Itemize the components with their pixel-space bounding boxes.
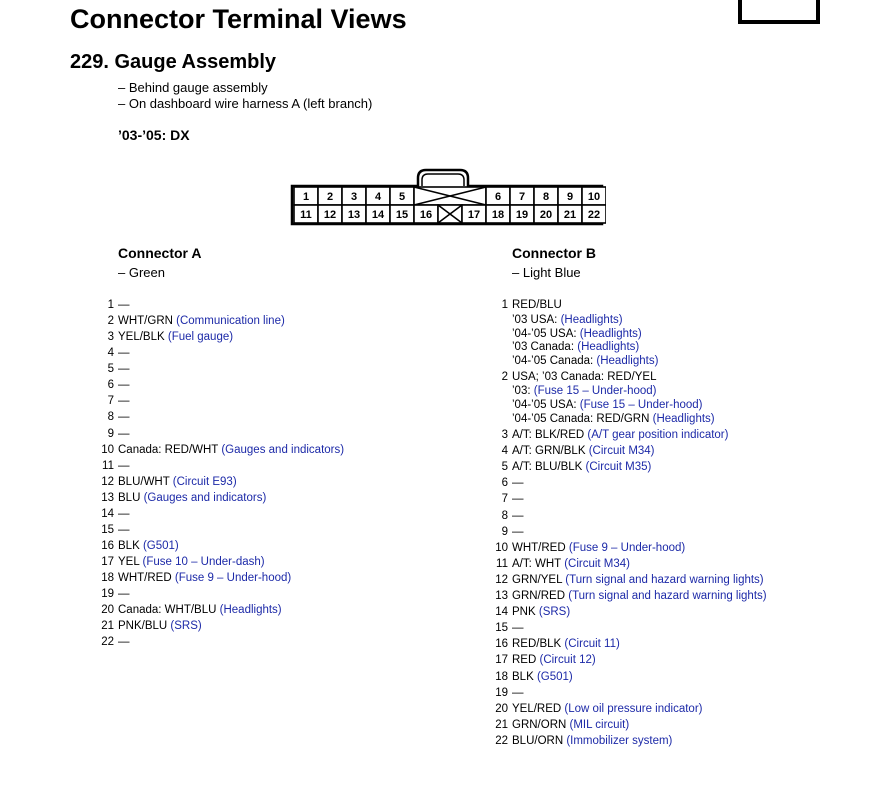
- pin-description: [118, 474, 237, 490]
- circuit-reference: (A/T gear position indicator): [587, 429, 729, 441]
- pin-number: 12: [323, 209, 337, 221]
- wire-color: —: [512, 525, 524, 538]
- pin-number: 20: [495, 702, 508, 715]
- wire-color: —: [118, 379, 130, 392]
- circuit-reference: (G501): [536, 670, 573, 683]
- connector-b-color: – Light Blue: [512, 265, 581, 280]
- circuit-reference: (Headlights): [579, 327, 642, 340]
- pin-sub-entry: [512, 313, 623, 327]
- pin-description: [118, 522, 130, 538]
- pin-number: 4: [374, 191, 382, 203]
- pin-description: [512, 475, 524, 491]
- pin-number: 14: [101, 507, 114, 520]
- circuit-reference: (Circuit M35): [585, 461, 652, 474]
- pin-description: [118, 602, 282, 618]
- pin-description: [512, 508, 524, 524]
- pin-number: 3: [350, 191, 358, 203]
- pin-number: 9: [107, 427, 114, 440]
- pin-row-top: [294, 187, 606, 205]
- page-title: Connector Terminal Views: [70, 4, 407, 34]
- pin-number: 21: [101, 620, 114, 633]
- wire-color: —: [512, 509, 524, 522]
- pin-description: [118, 554, 265, 570]
- pin-description: [118, 393, 130, 409]
- pin-description: [118, 490, 266, 506]
- pin-sub-entry: [512, 327, 642, 341]
- pin-description: [512, 701, 702, 717]
- pin-description: [512, 717, 629, 733]
- wire-color: BLK: [118, 540, 140, 553]
- pin-description: [512, 620, 524, 636]
- sub-condition: ’04-’05 Canada:: [512, 355, 594, 368]
- pin-sub-entry: [512, 340, 639, 354]
- pin-description: [118, 506, 130, 522]
- circuit-reference: (Headlights): [596, 355, 659, 368]
- pin-description: [512, 369, 656, 385]
- pin-description: [512, 572, 764, 588]
- circuit-reference: (Circuit 12): [539, 654, 596, 667]
- pin-number: 6: [501, 477, 508, 490]
- pin-number: 16: [419, 209, 433, 221]
- pin-number: 6: [107, 379, 114, 392]
- wire-color: USA; ’03 Canada: RED/YEL: [512, 371, 657, 383]
- pin-description: [118, 409, 130, 425]
- pin-description: [512, 556, 630, 572]
- wire-color: —: [118, 588, 130, 601]
- pin-number: 11: [496, 557, 508, 570]
- pin-description: [512, 427, 728, 443]
- wire-color: WHT/GRN: [118, 315, 173, 328]
- pin-number: 10: [101, 443, 114, 456]
- wire-color: —: [512, 477, 524, 490]
- corner-frame: [738, 0, 820, 24]
- pin-number: 5: [398, 191, 406, 203]
- wire-color: A/T: GRN/BLK: [512, 445, 586, 458]
- pin-sub-entry: [512, 384, 656, 398]
- wire-color: —: [118, 411, 130, 424]
- pin-description: [118, 377, 130, 393]
- pin-description: [512, 604, 570, 620]
- pin-number: 9: [501, 525, 508, 538]
- pin-number: 21: [563, 209, 577, 221]
- pin-number: 18: [491, 209, 505, 221]
- circuit-reference: (Headlights): [219, 604, 282, 617]
- wire-color: —: [118, 636, 130, 649]
- wire-color: A/T: BLU/BLK: [512, 461, 583, 474]
- circuit-reference: (Headlights): [560, 314, 623, 326]
- wire-color: GRN/RED: [512, 590, 566, 602]
- pin-description: [512, 491, 524, 507]
- circuit-reference: (MIL circuit): [569, 718, 630, 731]
- pin-number: 7: [107, 395, 114, 408]
- wire-color: BLU: [118, 491, 141, 504]
- circuit-reference: (G501): [142, 540, 179, 553]
- pin-row-bottom: [294, 205, 606, 223]
- pin-description: [512, 733, 672, 749]
- wire-color: RED/BLK: [512, 638, 562, 651]
- pin-description: [118, 458, 130, 474]
- circuit-reference: (SRS): [538, 606, 571, 619]
- pin-number: 9: [566, 191, 574, 203]
- pin-number: 16: [101, 540, 114, 553]
- pin-number: 1: [501, 299, 508, 311]
- wire-color: Canada: WHT/BLU: [118, 604, 217, 617]
- wire-color: YEL/BLK: [118, 331, 165, 344]
- wire-color: —: [512, 686, 524, 699]
- sub-condition: ’04-’05 Canada: RED/GRN: [512, 413, 650, 425]
- wire-color: —: [118, 523, 130, 536]
- wire-color: —: [118, 299, 130, 311]
- circuit-reference: (Fuse 10 – Under-dash): [142, 556, 265, 569]
- pin-number: 13: [347, 209, 361, 221]
- pin-description: [512, 685, 524, 701]
- pin-number: 18: [495, 670, 508, 683]
- circuit-reference: (SRS): [170, 620, 202, 633]
- pin-description: [118, 329, 233, 345]
- pin-description: [512, 459, 651, 475]
- pin-number: 11: [102, 459, 114, 472]
- wire-color: —: [118, 363, 130, 376]
- pin-number: 17: [495, 654, 508, 667]
- pin-number: 22: [101, 636, 114, 649]
- connector-b-title: Connector B: [512, 245, 596, 261]
- pin-number: 4: [107, 347, 114, 360]
- circuit-reference: (Low oil pressure indicator): [564, 702, 703, 715]
- pin-description: [118, 313, 285, 329]
- pin-number: 8: [542, 191, 550, 203]
- pin-number: 20: [539, 209, 553, 221]
- pin-description: [118, 586, 130, 602]
- wire-color: YEL/RED: [512, 702, 562, 715]
- pin-description: [118, 442, 344, 458]
- pin-number: 3: [107, 331, 114, 344]
- pin-description: [512, 652, 596, 668]
- circuit-reference: (Turn signal and hazard warning lights): [568, 590, 767, 602]
- pin-number: 17: [467, 209, 481, 221]
- circuit-reference: (Circuit E93): [172, 475, 237, 488]
- pin-number: 2: [326, 191, 334, 203]
- pin-number: 14: [371, 209, 385, 221]
- pin-number: 4: [501, 445, 508, 458]
- wire-color: A/T: WHT: [512, 557, 561, 570]
- circuit-reference: (Fuse 9 – Under-hood): [174, 572, 292, 585]
- pin-description: [118, 618, 202, 634]
- pin-number: 13: [101, 491, 114, 504]
- pin-description: [512, 669, 573, 685]
- wire-color: —: [118, 347, 130, 360]
- wire-color: Canada: RED/WHT: [118, 443, 219, 456]
- wire-color: A/T: BLK/RED: [512, 429, 585, 441]
- location-line: – On dashboard wire harness A (left branch): [118, 96, 373, 111]
- circuit-reference: (Headlights): [652, 413, 715, 425]
- wire-color: GRN/YEL: [512, 573, 563, 586]
- pin-description: [118, 345, 130, 361]
- pin-number: 20: [101, 604, 114, 617]
- pin-description: [512, 588, 767, 604]
- pin-number: 19: [515, 209, 529, 221]
- circuit-reference: (Fuse 9 – Under-hood): [568, 541, 686, 554]
- pin-number: 2: [501, 371, 508, 383]
- wire-color: BLU/WHT: [118, 475, 170, 488]
- pin-number: 14: [495, 606, 508, 619]
- pin-description: [512, 443, 655, 459]
- pin-number: 5: [107, 363, 114, 376]
- section-title: 229. Gauge Assembly: [70, 51, 277, 73]
- model-variant: ’03-’05: DX: [118, 127, 190, 143]
- pin-number: 22: [587, 209, 601, 221]
- wire-color: WHT/RED: [118, 572, 172, 585]
- sub-condition: ’04-’05 USA:: [512, 327, 577, 340]
- wire-color: BLU/ORN: [512, 734, 564, 747]
- pin-description: [118, 634, 130, 650]
- pin-number: 19: [495, 686, 508, 699]
- pin-description: [512, 297, 562, 313]
- circuit-reference: (Circuit 11): [564, 638, 620, 651]
- pin-number: 15: [495, 622, 508, 635]
- circuit-reference: (Gauges and indicators): [143, 491, 267, 504]
- circuit-reference: (Headlights): [577, 341, 640, 354]
- pin-number: 1: [107, 299, 114, 311]
- pin-number: 10: [587, 191, 601, 203]
- pin-number: 19: [101, 588, 114, 601]
- pin-number: 22: [495, 734, 508, 747]
- wire-color: —: [118, 427, 130, 440]
- pin-number: 2: [107, 315, 114, 328]
- connector-a-color: – Green: [118, 265, 165, 280]
- wire-color: —: [118, 459, 130, 472]
- sub-condition: ’03:: [512, 385, 531, 397]
- pin-description: [118, 570, 291, 586]
- wire-color: RED/BLU: [512, 299, 562, 311]
- pin-number: 18: [101, 572, 114, 585]
- circuit-reference: (Circuit M34): [588, 445, 655, 458]
- connector-a-title: Connector A: [118, 245, 202, 261]
- pin-number: 7: [501, 493, 508, 506]
- wire-color: WHT/RED: [512, 541, 566, 554]
- pin-sub-entry: [512, 398, 703, 412]
- location-line: – Behind gauge assembly: [118, 80, 268, 95]
- circuit-reference: (Communication line): [176, 315, 285, 328]
- wire-color: GRN/ORN: [512, 718, 567, 731]
- wire-color: —: [512, 493, 524, 506]
- circuit-reference: (Circuit M34): [564, 557, 630, 570]
- wire-color: YEL: [118, 556, 140, 569]
- wire-color: RED: [512, 654, 537, 667]
- connector-diagram: [290, 168, 606, 228]
- wire-color: BLK: [512, 670, 534, 683]
- wire-color: PNK: [512, 606, 536, 619]
- sub-condition: ’03 Canada:: [512, 341, 575, 354]
- pin-number: 12: [495, 573, 508, 586]
- pin-number: 7: [518, 191, 526, 203]
- wire-color: PNK/BLU: [118, 620, 168, 633]
- pin-number: 8: [107, 411, 114, 424]
- circuit-reference: (Gauges and indicators): [221, 443, 345, 456]
- circuit-reference: (Fuel gauge): [167, 331, 234, 344]
- pin-description: [118, 426, 130, 442]
- pin-number: 12: [101, 475, 114, 488]
- wire-color: —: [118, 395, 130, 408]
- sub-condition: ’03 USA:: [512, 314, 558, 326]
- circuit-reference: (Fuse 15 – Under-hood): [533, 385, 657, 397]
- pin-description: [118, 297, 130, 313]
- pin-number: 17: [101, 556, 114, 569]
- wire-color: —: [118, 507, 130, 520]
- pin-number: 11: [300, 209, 312, 221]
- pin-description: [512, 540, 685, 556]
- circuit-reference: (Fuse 15 – Under-hood): [579, 399, 703, 411]
- circuit-reference: (Immobilizer system): [566, 734, 673, 747]
- pin-number: 15: [395, 209, 409, 221]
- pin-sub-entry: [512, 354, 658, 368]
- pin-number: 8: [501, 509, 508, 522]
- pin-description: [512, 524, 524, 540]
- pin-description: [118, 361, 130, 377]
- pin-number: 13: [495, 590, 508, 602]
- pin-number: 6: [494, 191, 502, 203]
- pin-number: 16: [495, 638, 508, 651]
- pin-number: 1: [302, 191, 310, 203]
- pin-number: 21: [495, 718, 508, 731]
- circuit-reference: (Turn signal and hazard warning lights): [565, 573, 764, 586]
- pin-description: [512, 636, 620, 652]
- sub-condition: ’04-’05 USA:: [512, 399, 577, 411]
- pin-number: 10: [495, 541, 508, 554]
- pin-number: 5: [501, 461, 508, 474]
- pin-number: 3: [501, 429, 508, 441]
- pin-number: 15: [101, 523, 114, 536]
- wire-color: —: [512, 622, 524, 635]
- pin-sub-entry: [512, 412, 715, 426]
- pin-description: [118, 538, 179, 554]
